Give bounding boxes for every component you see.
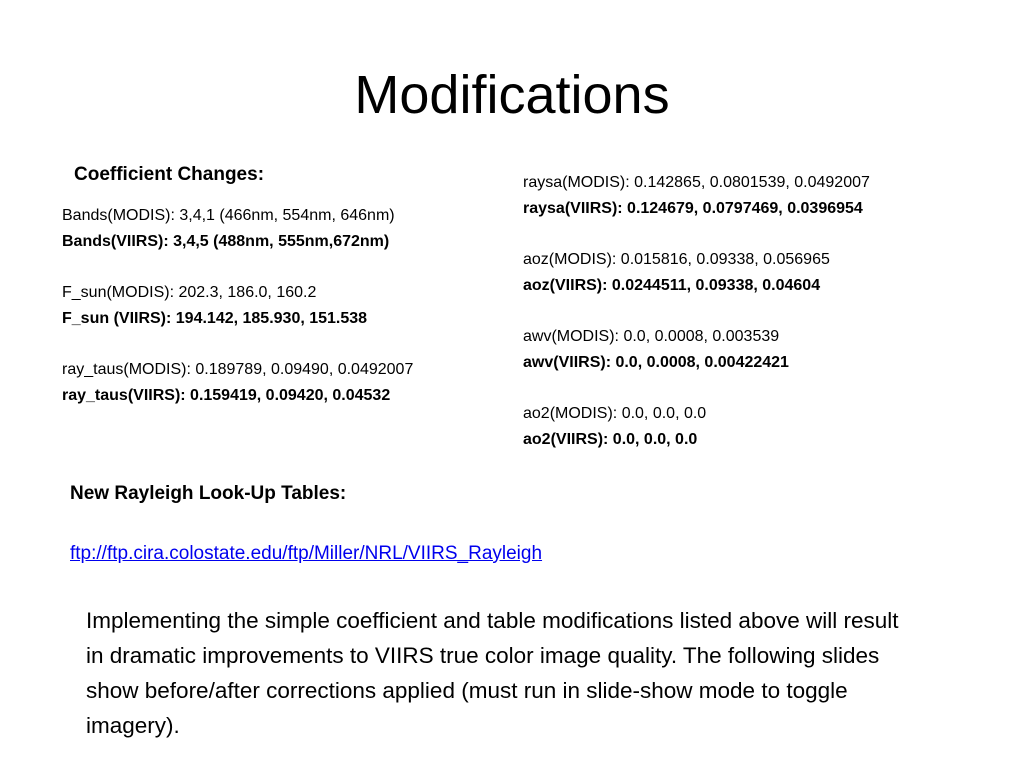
coefficient-line: aoz(MODIS): 0.015816, 0.09338, 0.056965 [523,251,830,269]
coefficient-line: ray_taus(MODIS): 0.189789, 0.09490, 0.0492007 [62,361,414,379]
coefficient-line: ao2(VIIRS): 0.0, 0.0, 0.0 [523,430,698,448]
coefficient-changes-heading: Coefficient Changes: [74,164,265,185]
coefficient-line [62,254,413,280]
coefficient-line: raysa(VIIRS): 0.124679, 0.0797469, 0.0396954 [523,199,863,217]
coefficient-line: awv(MODIS): 0.0, 0.0008, 0.003539 [523,328,780,346]
ftp-link[interactable]: ftp://ftp.cira.colostate.edu/ftp/Miller/NRL/VIIRS_Rayleigh [70,543,543,564]
coefficient-line: Bands(VIIRS): 3,4,5 (488nm, 555nm,672nm) [62,232,390,250]
coefficient-line: F_sun(MODIS): 202.3, 186.0, 160.2 [62,284,317,302]
coefficient-line: raysa(MODIS): 0.142865, 0.0801539, 0.0492007 [523,174,870,191]
coefficient-list-left [62,203,413,409]
coefficient-line: F_sun (VIIRS): 194.142, 185.930, 151.538 [62,309,368,327]
coefficient-line: ray_taus(VIIRS): 0.159419, 0.09420, 0.04532 [62,386,391,404]
coefficient-line [523,221,870,247]
coefficient-line [62,331,413,357]
coefficient-line: ao2(MODIS): 0.0, 0.0, 0.0 [523,405,707,423]
slide-title: Modifications [354,65,670,125]
lookup-tables-heading: New Rayleigh Look-Up Tables: [70,483,347,504]
coefficient-line [523,376,870,402]
coefficient-line: awv(VIIRS): 0.0, 0.0008, 0.00422421 [523,353,789,371]
coefficient-list-right [523,170,870,453]
coefficient-line [523,298,870,324]
coefficient-line: aoz(VIIRS): 0.0244511, 0.09338, 0.04604 [523,276,821,294]
summary-paragraph: Implementing the simple coefficient and table modifications listed above will result in dramatic improvements to VIIRS true color image quality. The following slides show before/after corrections applied (must run in slide-show mode to toggle imagery). [86,608,899,738]
coefficient-line: Bands(MODIS): 3,4,1 (466nm, 554nm, 646nm) [62,207,395,224]
